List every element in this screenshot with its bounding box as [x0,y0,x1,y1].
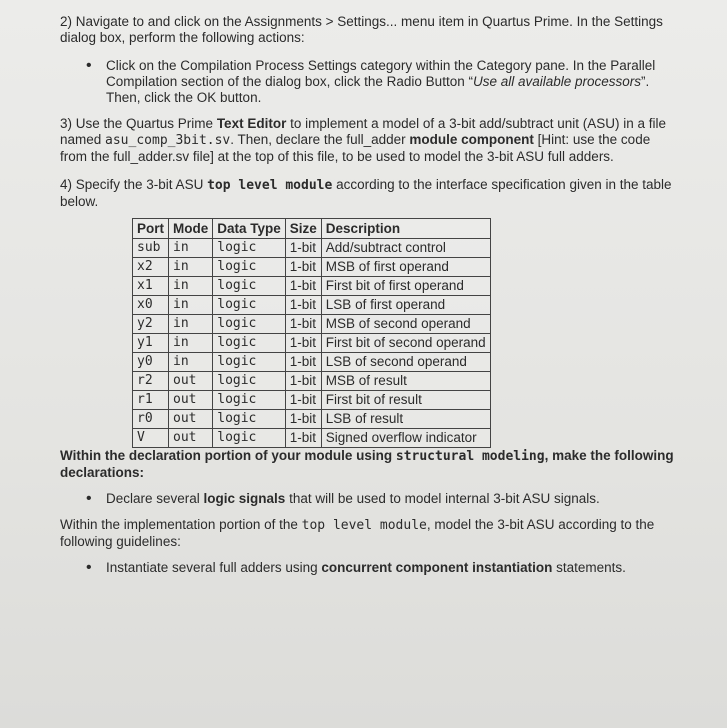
step-3-text: 3) Use the Quartus Prime Text Editor to implement a model of a 3-bit add/subtract unit (ASU) in a file named asu_comp_3bit.sv. Then, declare the full_adder module component [Hint: use the code from the full_adder.sv file] at the top of this file, to be used to model the 3-bit ASU full adders. [60,116,667,164]
table-row: r0 out logic 1-bit LSB of result [133,410,491,429]
step-2-bullet [86,58,680,106]
implementation-text: Within the implementation portion of the top level module, model the 3-bit ASU according to the following guidelines: [60,517,655,549]
radio-button-label: Use all available processors [472,74,642,89]
table-row: x1 in logic 1-bit First bit of first operand [133,277,491,296]
header-data-type: Data Type [213,219,286,239]
table-row: y2 in logic 1-bit MSB of second operand [133,315,491,334]
table-row: y1 in logic 1-bit First bit of second operand [133,334,491,353]
declaration-text: Within the declaration portion of your module using structural modeling, make the following declarations: [60,448,674,480]
table-row: V out logic 1-bit Signed overflow indicator [133,429,491,448]
header-port: Port [133,219,169,239]
table-row: r2 out logic 1-bit MSB of result [133,372,491,391]
header-mode: Mode [169,219,213,239]
bullet-icon: • [86,57,92,74]
file-name: asu_comp_3bit.sv [105,133,231,148]
bullet-icon: • [86,490,92,507]
declaration-bullet: • Declare several logic signals that will be used to model internal 3-bit ASU signals. [86,490,600,507]
table-header-row [133,219,491,239]
table-row: sub in logic 1-bit Add/subtract control [133,239,491,258]
document-content [60,14,680,586]
table-row: x0 in logic 1-bit LSB of first operand [133,296,491,315]
table-row: r1 out logic 1-bit First bit of result [133,391,491,410]
step-2-bullet-text: Click on the Compilation Process Settings category within the Category pane. In the Parallel Compilation section of the dialog box, click the Radio Button “Use all available processors”. Then, click the OK button. [106,58,656,105]
bullet-icon: • [86,559,92,576]
implementation-bullet: • Instantiate several full adders using concurrent component instantiation statements. [86,559,626,576]
header-size: Size [285,219,321,239]
step-4-text: 4) Specify the 3-bit ASU top level module according to the interface specification given in the table below. [60,177,672,209]
header-description: Description [321,219,490,239]
table-row: y0 in logic 1-bit LSB of second operand [133,353,491,372]
interface-spec-table [132,218,491,448]
step-2-text: 2) Navigate to and click on the Assignments > Settings... menu item in Quartus Prime. In the Settings dialog box, perform the following actions: [60,14,663,45]
table-row: x2 in logic 1-bit MSB of first operand [133,258,491,277]
